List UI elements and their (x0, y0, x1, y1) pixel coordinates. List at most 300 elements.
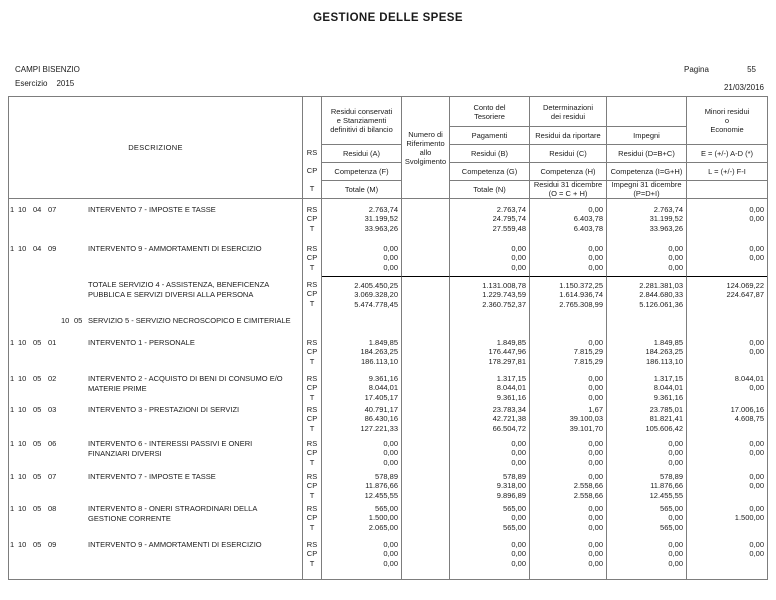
code-segment: 10 (18, 338, 27, 347)
numref-cell (402, 402, 450, 435)
value: 1.614.936,74 (559, 290, 603, 300)
value: 0,00 (383, 540, 398, 549)
determinazioni-group-title: Determinazioni dei residui (542, 102, 594, 121)
impegni-cell (607, 402, 687, 435)
row-rs-label: RS (306, 439, 318, 448)
row-code (9, 244, 88, 276)
row-cp-label: CP (306, 414, 318, 424)
page-title: GESTIONE DELLE SPESE (313, 12, 463, 24)
tesoriere-cell (450, 335, 530, 370)
rs-cp-t-cell (303, 276, 322, 313)
row-cp-label: CP (306, 214, 318, 224)
residui-cell (530, 335, 607, 370)
rs-cp-t-cell (303, 335, 322, 370)
numref-cell (402, 435, 450, 468)
row-code (9, 439, 88, 468)
numref-cell (402, 370, 450, 402)
value: 8.044,01 (653, 383, 683, 393)
numref-cell (402, 535, 450, 579)
row-cp-label: CP (306, 481, 318, 491)
value: 24.795,74 (492, 214, 526, 224)
value: 0,00 (588, 262, 603, 272)
code-segment: 05 (33, 540, 42, 549)
value: 1.229.743,59 (482, 290, 526, 300)
code-segment: 07 (48, 205, 57, 214)
code-segment: 03 (48, 405, 57, 414)
residui-cell (530, 313, 607, 335)
row-code (9, 316, 88, 335)
rs-cp-t-cell (303, 435, 322, 468)
economie-l-formula: L = (+/-) F-I (687, 162, 767, 180)
value: 2.405.450,25 (354, 281, 398, 290)
value: 39.100,03 (569, 414, 603, 424)
value: 0,00 (668, 262, 683, 272)
impegni-competenza-i: Competenza (I=G+H) (607, 162, 686, 180)
row-description: SERVIZIO 5 - SERVIZIO NECROSCOPICO E CIMITERIALE (88, 316, 291, 325)
tesoriere-cell (450, 276, 530, 313)
code-segment: 1 (10, 338, 15, 347)
value: 0,00 (383, 244, 398, 253)
value: 0,00 (668, 448, 683, 458)
code-segment: 10 (18, 244, 27, 253)
row-t-label: T (309, 558, 315, 568)
value: 2.763,74 (368, 205, 398, 214)
value: 0,00 (383, 262, 398, 272)
value: 0,00 (588, 439, 603, 448)
value: 33.963,26 (364, 223, 398, 233)
residui-da-riportare: Residui da riportare (530, 126, 606, 144)
rs-label: RS (306, 148, 318, 157)
value (687, 458, 764, 467)
total-row (9, 276, 767, 313)
value: 176.447,96 (488, 347, 526, 357)
descrizione-label: DESCRIZIONE (128, 143, 183, 152)
value: 0,00 (588, 205, 603, 214)
value: 2.765.308,99 (559, 299, 603, 309)
value: 40.791,17 (364, 405, 398, 414)
economie-cell (687, 313, 767, 335)
value: 12.455,55 (364, 490, 398, 500)
tesoriere-competenza-g: Competenza (G) (450, 162, 529, 180)
tesoriere-cell (450, 435, 530, 468)
row-t-label: T (309, 262, 315, 272)
value: 0,00 (588, 448, 603, 458)
row-code (9, 374, 88, 402)
row-rs-label: RS (306, 540, 318, 549)
code-segment: 04 (33, 244, 42, 253)
economie-cell (687, 468, 767, 500)
tesoriere-cell (450, 468, 530, 500)
code-segment: 05 (33, 504, 42, 513)
value: 1.849,85 (368, 338, 398, 347)
value: 2.558,66 (573, 490, 603, 500)
row-rs-label: RS (306, 280, 318, 289)
value: 0,00 (749, 448, 764, 458)
residui-31-dicembre: Residui 31 dicembre (O = C + H) (530, 180, 606, 198)
value: 124.069,22 (726, 281, 764, 290)
code-segment: 10 (18, 374, 27, 383)
tesoriere-group-title: Conto del Tesoriere (473, 102, 506, 121)
value: 105.606,42 (645, 423, 683, 433)
page-number-label: Pagina (684, 65, 709, 74)
code-segment: 1 (10, 540, 15, 549)
column-header-tesoriere (450, 97, 530, 198)
value: 0,00 (511, 540, 526, 549)
residui-c: Residui (C) (530, 144, 606, 162)
row-code (9, 338, 88, 370)
row-description: INTERVENTO 2 - ACQUISTO DI BENI DI CONSUMO E/O MATERIE PRIME (88, 374, 283, 393)
code-segment: 1 (10, 244, 15, 253)
value: 7.815,29 (573, 356, 603, 366)
value: 0,00 (383, 457, 398, 467)
code-segment: 02 (48, 374, 57, 383)
value: 1.500,00 (734, 513, 764, 523)
row-description: INTERVENTO 6 - INTERESSI PASSIVI E ONERI FINANZIARI DIVERSI (88, 439, 253, 458)
value: 9.361,16 (496, 392, 526, 402)
value: 0,00 (668, 558, 683, 568)
row-cp-label: CP (306, 513, 318, 523)
tesoriere-cell (450, 535, 530, 579)
value: 184.263,25 (360, 347, 398, 357)
spese-table (8, 96, 768, 580)
row-rs-label: RS (306, 405, 318, 414)
table-row (9, 199, 767, 237)
value: 6.403,78 (573, 223, 603, 233)
esercizio-label: Esercizio (15, 79, 48, 88)
value: 2.763,74 (653, 205, 683, 214)
value: 0,00 (383, 439, 398, 448)
code-segment: 06 (48, 439, 57, 448)
impegni-cell (607, 276, 687, 313)
row-t-label: T (309, 522, 315, 532)
value: 0,00 (588, 392, 603, 402)
value: 1.131.008,78 (482, 281, 526, 290)
row-description-cell (9, 237, 303, 276)
value (687, 357, 764, 366)
residui-cell (530, 370, 607, 402)
impegni-cell (607, 468, 687, 500)
value: 0,00 (749, 383, 764, 393)
value: 0,00 (749, 214, 764, 224)
value: 9.361,16 (368, 374, 398, 383)
rs-cp-t-cell (303, 237, 322, 276)
row-description: INTERVENTO 9 - AMMORTAMENTI DI ESERCIZIO (88, 244, 262, 253)
row-description-cell (9, 335, 303, 370)
residui-cell (530, 468, 607, 500)
entity-name: CAMPI BISENZIO (15, 65, 80, 74)
value: 23.785,01 (649, 405, 683, 414)
economie-cell (687, 276, 767, 313)
value: 0,00 (511, 244, 526, 253)
rs-cp-t-cell (303, 468, 322, 500)
value (687, 559, 764, 568)
value: 0,00 (668, 513, 683, 523)
residui-cell (530, 535, 607, 579)
value: 0,00 (749, 472, 764, 481)
value: 39.101,70 (569, 423, 603, 433)
value: 578,89 (660, 472, 683, 481)
row-rs-label: RS (306, 472, 318, 481)
value: 1.849,85 (653, 338, 683, 347)
value: 2.360.752,37 (482, 299, 526, 309)
row-description: INTERVENTO 7 - IMPOSTE E TASSE (88, 472, 216, 481)
value: 9.896,89 (496, 490, 526, 500)
value: 1.150.372,25 (559, 281, 603, 290)
row-code (9, 405, 88, 435)
value: 0,00 (588, 253, 603, 263)
row-t-label: T (309, 490, 315, 500)
service-header-row (9, 313, 767, 335)
impegni-cell (607, 335, 687, 370)
row-cp-label: CP (306, 383, 318, 393)
rs-cp-t-cell (303, 535, 322, 579)
code-segment: 08 (48, 504, 57, 513)
table-row (9, 402, 767, 435)
table-body (9, 199, 767, 579)
economie-cell (687, 435, 767, 468)
code-segment: 05 (33, 439, 42, 448)
value: 0,00 (749, 205, 764, 214)
tesoriere-cell (450, 199, 530, 237)
bilancio-cell (322, 237, 402, 276)
value: 0,00 (588, 338, 603, 347)
impegni-residui-d: Residui (D=B+C) (607, 144, 686, 162)
row-t-label: T (309, 423, 315, 433)
bilancio-cell (322, 199, 402, 237)
row-rs-label: RS (306, 504, 318, 513)
code-segment: 05 (33, 374, 42, 383)
row-cp-label: CP (306, 347, 318, 357)
value (687, 224, 764, 233)
value: 0,00 (749, 347, 764, 357)
value: 0,00 (588, 472, 603, 481)
rs-cp-t-cell (303, 370, 322, 402)
impegni-cell (607, 535, 687, 579)
value: 66.504,72 (492, 423, 526, 433)
economie-cell (687, 370, 767, 402)
bilancio-cell (322, 468, 402, 500)
economie-cell (687, 535, 767, 579)
value: 0,00 (749, 481, 764, 491)
row-description-cell (9, 435, 303, 468)
column-header-rs-cp-t (303, 97, 322, 198)
impegni-cell (607, 237, 687, 276)
value: 5.126.061,36 (639, 299, 683, 309)
value: 578,89 (503, 472, 526, 481)
row-t-label: T (309, 223, 315, 233)
code-segment: 05 (33, 338, 42, 347)
value: 8.044,01 (368, 383, 398, 393)
value: 11.876,66 (365, 481, 398, 491)
value: 565,00 (503, 504, 526, 513)
row-description-cell (9, 199, 303, 237)
value: 17.405,17 (364, 392, 398, 402)
code-segment: 05 (74, 316, 83, 325)
value: 0,00 (511, 457, 526, 467)
row-rs-label: RS (306, 205, 318, 214)
page-number-value: 55 (747, 65, 756, 74)
value: 8.044,01 (734, 374, 764, 383)
value (687, 523, 764, 532)
economie-cell (687, 199, 767, 237)
row-description-cell (9, 402, 303, 435)
value: 1.317,15 (496, 374, 526, 383)
impegni-cell (607, 313, 687, 335)
residui-cell (530, 500, 607, 535)
row-t-label: T (309, 356, 315, 366)
code-segment: 09 (48, 540, 57, 549)
code-segment: 1 (10, 504, 15, 513)
numref-cell (402, 335, 450, 370)
numref-label: Numero di Riferimento allo Svolgimento (404, 129, 447, 166)
rs-cp-t-cell (303, 313, 322, 335)
value: 23.783,34 (492, 405, 526, 414)
value: 0,00 (668, 253, 683, 263)
economie-group-title: Minori residui o Economie (704, 107, 750, 134)
row-description-cell (9, 500, 303, 535)
row-code (9, 504, 88, 535)
value: 0,00 (383, 558, 398, 568)
value: 186.113,10 (646, 356, 683, 366)
value: 0,00 (511, 262, 526, 272)
code-segment: 1 (10, 439, 15, 448)
economie-cell (687, 500, 767, 535)
value: 0,00 (588, 549, 603, 559)
tesoriere-residui-b: Residui (B) (450, 144, 529, 162)
value: 2.281.381,03 (639, 281, 683, 290)
economie-empty (687, 180, 767, 198)
code-segment: 10 (18, 504, 27, 513)
row-description-cell (9, 313, 303, 335)
bilancio-cell (322, 500, 402, 535)
bilancio-residui-a: Residui (A) (322, 144, 401, 162)
row-code (9, 540, 88, 579)
impegni-cell (607, 435, 687, 468)
row-cp-label: CP (306, 289, 318, 299)
bilancio-cell (322, 402, 402, 435)
impegni-cell (607, 199, 687, 237)
bilancio-cell (322, 370, 402, 402)
value: 0,00 (588, 374, 603, 383)
tesoriere-cell (450, 402, 530, 435)
value: 0,00 (511, 448, 526, 458)
value: 86.430,16 (364, 414, 398, 424)
row-description: INTERVENTO 3 - PRESTAZIONI DI SERVIZI (88, 405, 240, 414)
row-rs-label: RS (306, 374, 318, 383)
value: 127.221,33 (360, 423, 398, 433)
value: 0,00 (588, 504, 603, 513)
row-description-cell (9, 535, 303, 579)
impegni-blank-title (607, 97, 686, 126)
value: 8.044,01 (496, 383, 526, 393)
code-segment: 10 (61, 316, 70, 325)
code-segment: 05 (33, 472, 42, 481)
bilancio-competenza-f: Competenza (F) (322, 162, 401, 180)
row-description-cell (9, 370, 303, 402)
row-rs-label: RS (306, 338, 318, 347)
value: 0,00 (588, 540, 603, 549)
table-row (9, 237, 767, 276)
value (687, 300, 764, 309)
column-header-descrizione (9, 97, 303, 198)
impegni-cell (607, 500, 687, 535)
print-date: 21/03/2016 (723, 83, 764, 92)
value: 11.876,66 (650, 481, 683, 491)
value: 1.500,00 (368, 513, 398, 523)
row-cp-label: CP (306, 448, 318, 458)
value: 0,00 (588, 513, 603, 523)
value: 27.559,48 (492, 223, 526, 233)
value: 0,00 (668, 549, 683, 559)
value: 0,00 (749, 244, 764, 253)
value: 81.821,41 (649, 414, 683, 424)
tesoriere-cell (450, 313, 530, 335)
value: 0,00 (588, 457, 603, 467)
code-segment: 10 (18, 439, 27, 448)
table-header (9, 97, 767, 199)
value: 224.647,87 (726, 290, 764, 300)
numref-cell (402, 276, 450, 313)
code-segment: 09 (48, 244, 57, 253)
row-description-cell (9, 468, 303, 500)
value: 0,00 (749, 549, 764, 559)
value: 17.006,16 (730, 405, 764, 414)
economie-cell (687, 402, 767, 435)
code-segment: 1 (10, 472, 15, 481)
value: 31.199,52 (364, 214, 398, 224)
code-segment: 10 (18, 405, 27, 414)
table-row (9, 468, 767, 500)
code-segment: 10 (18, 205, 27, 214)
value: 178.297,81 (488, 356, 526, 366)
residui-cell (530, 435, 607, 468)
value: 0,00 (588, 244, 603, 253)
row-cp-label: CP (306, 549, 318, 559)
value: 0,00 (511, 558, 526, 568)
tesoriere-cell (450, 500, 530, 535)
esercizio-line (15, 79, 74, 88)
value: 2.763,74 (496, 205, 526, 214)
table-row (9, 370, 767, 402)
value: 0,00 (749, 439, 764, 448)
value: 565,00 (375, 504, 398, 513)
residui-cell (530, 402, 607, 435)
row-t-label: T (309, 298, 315, 308)
value: 184.263,25 (645, 347, 683, 357)
numref-cell (402, 313, 450, 335)
value: 2.065,00 (368, 522, 398, 532)
economie-e-formula: E = (+/-) A-D (*) (687, 144, 767, 162)
table-row (9, 535, 767, 579)
column-header-bilancio (322, 97, 402, 198)
rs-cp-t-cell (303, 199, 322, 237)
bilancio-cell (322, 335, 402, 370)
bilancio-cell (322, 313, 402, 335)
value (687, 424, 764, 433)
numref-cell (402, 199, 450, 237)
code-segment: 1 (10, 205, 15, 214)
value: 0,00 (588, 558, 603, 568)
table-row (9, 500, 767, 535)
value: 0,00 (749, 338, 764, 347)
table-row (9, 435, 767, 468)
numref-cell (402, 468, 450, 500)
value (687, 491, 764, 500)
economie-cell (687, 335, 767, 370)
row-t-label: T (309, 457, 315, 467)
code-segment: 1 (10, 374, 15, 383)
numref-cell (402, 500, 450, 535)
